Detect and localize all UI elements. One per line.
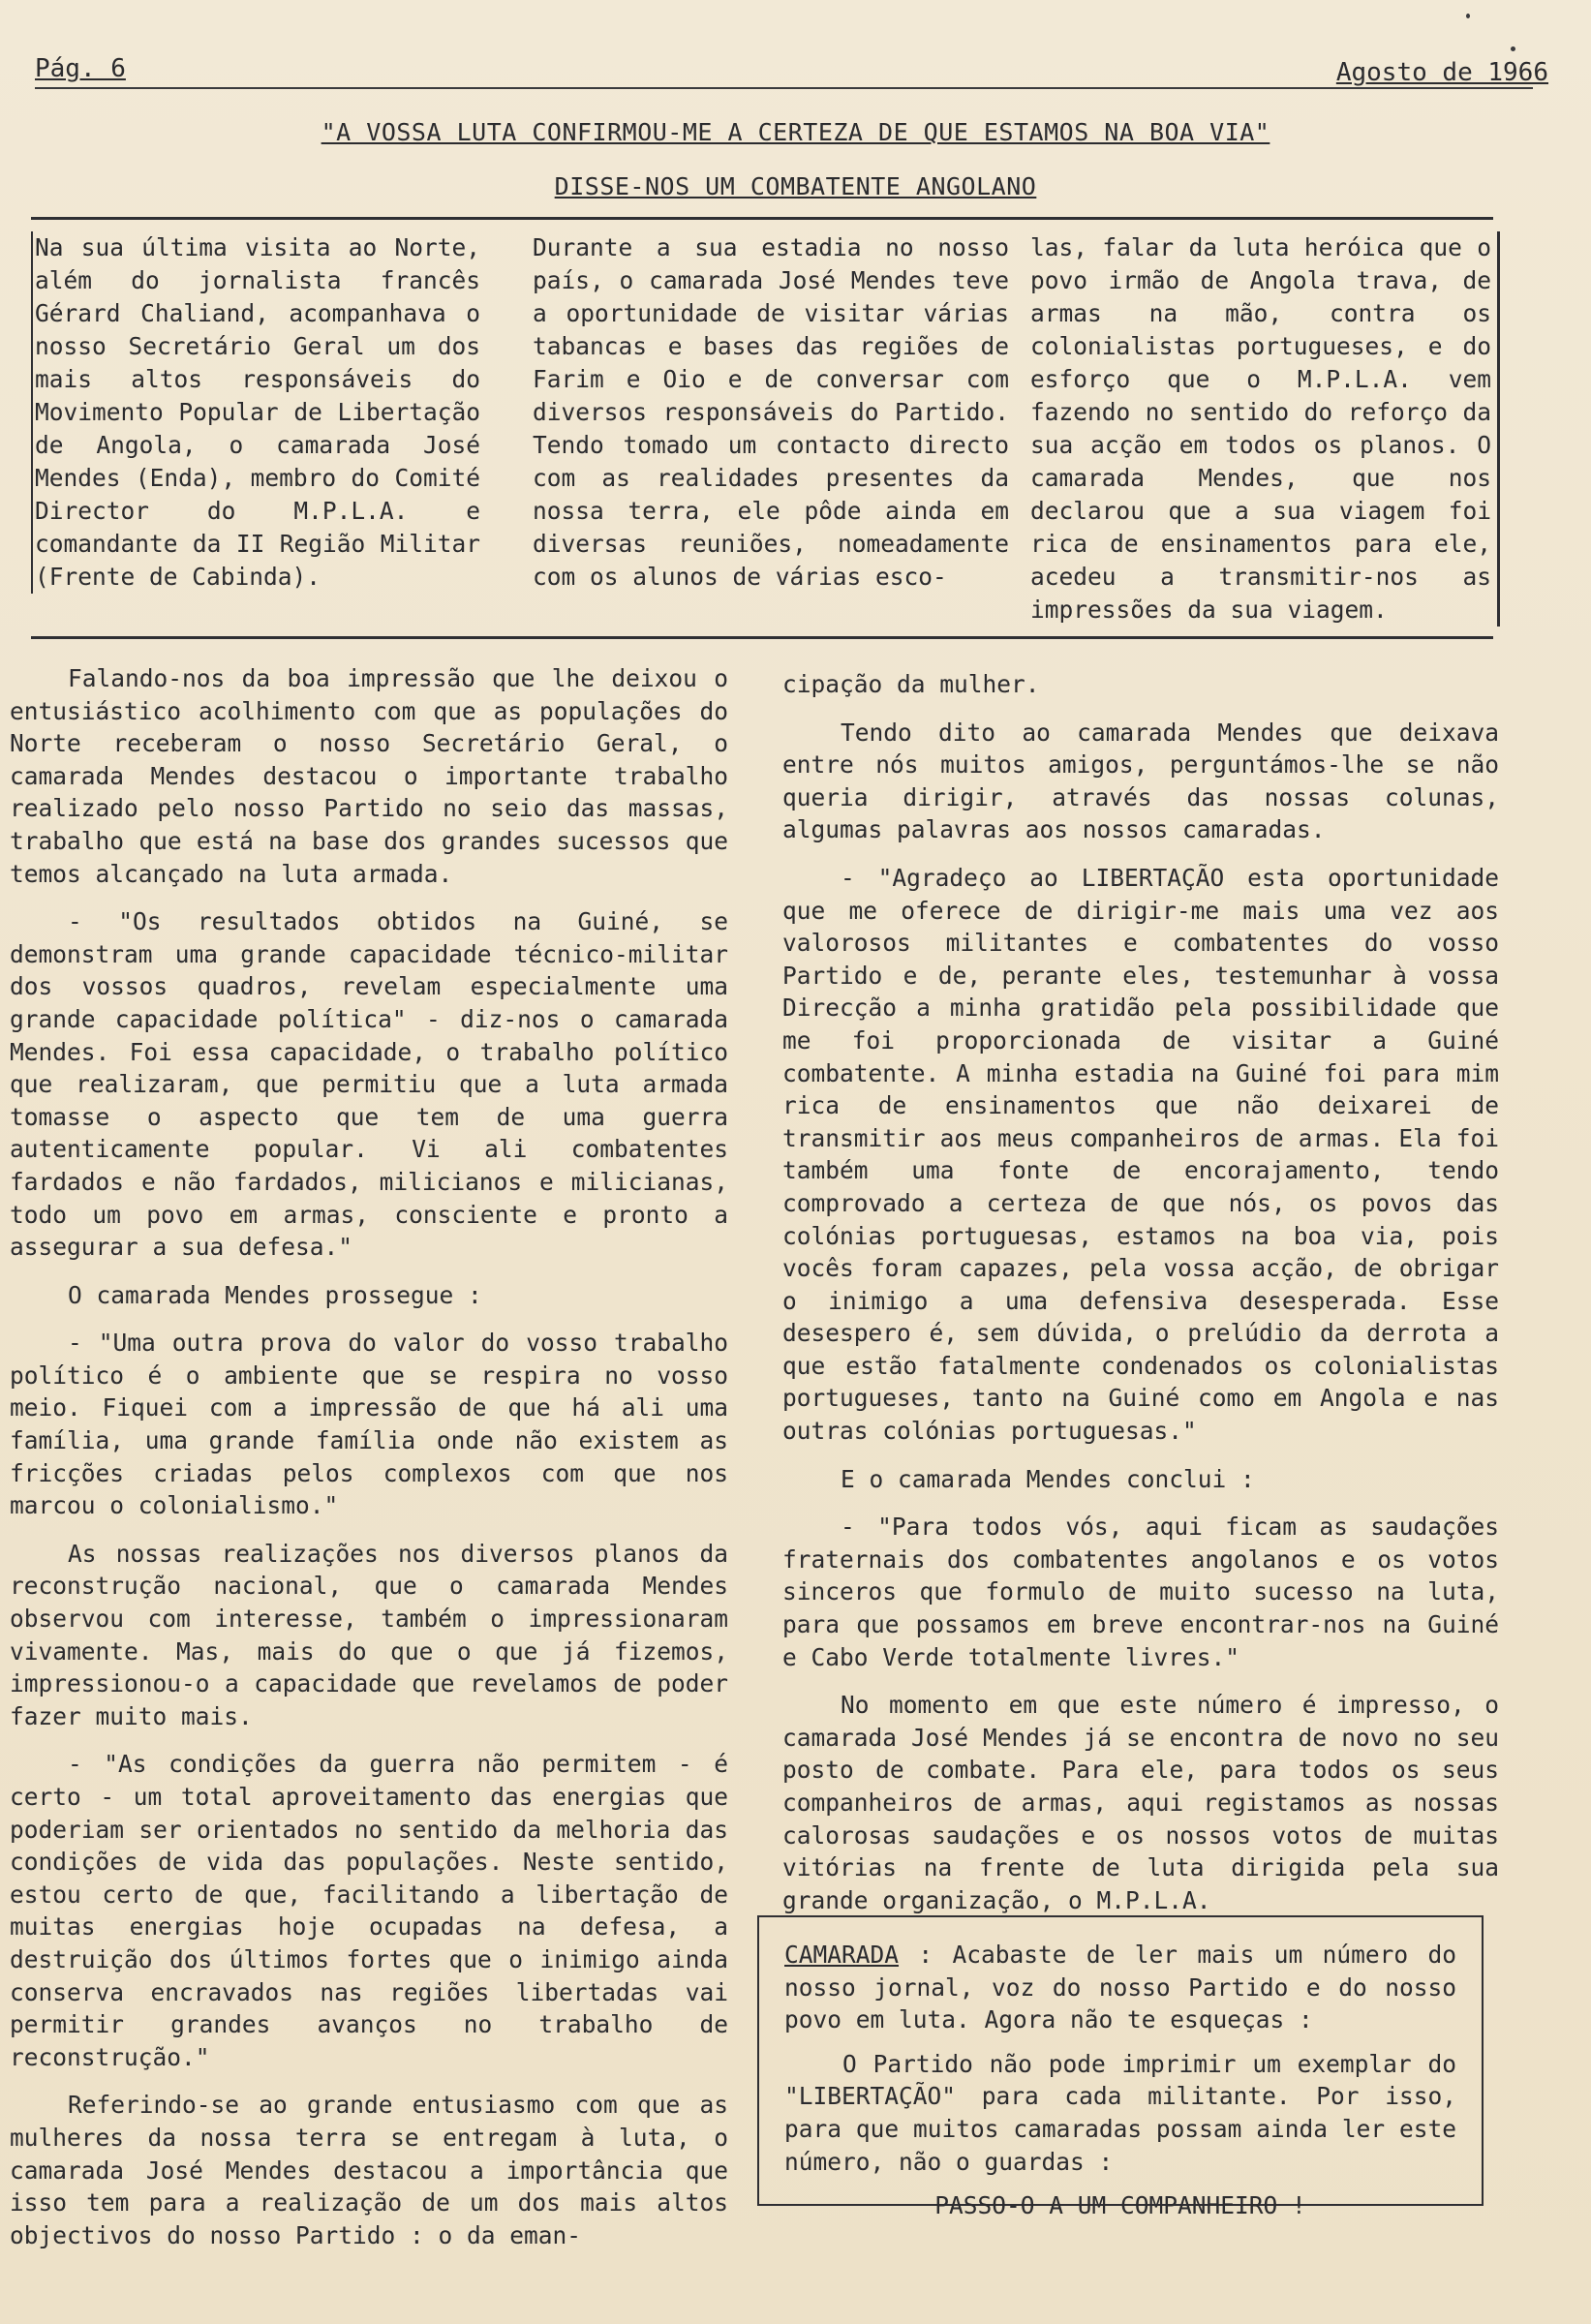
- callout-closing: PASSO-O A UM COMPANHEIRO !: [934, 2191, 1306, 2220]
- paragraph: - "Uma outra prova do valor do vosso trabalho político é o ambiente que se respira no vosso meio. Fiquei com a impressão de que há ali uma família, uma grande família onde não existem as fricções criadas pelos complexos com que nos marcou o colonialismo.": [10, 1329, 728, 1520]
- right-column: [782, 668, 1499, 1932]
- paragraph: cipação da mulher.: [782, 670, 1040, 698]
- issue-date: Agosto de 1966: [1335, 58, 1548, 87]
- paragraph: Falando-nos da boa impressão que lhe deixou o entusiástico acolhimento com que as populações do Norte receberam o nosso Secretário Geral, o camarada Mendes destacou o importante trabalho realizado pelo nosso Partido no seio das massas, trabalho que está na base dos grandes sucessos que temos alcançado na luta armada.: [10, 664, 728, 888]
- intro-column-2: Durante a sua estadia no nosso país, o camarada José Mendes teve a oportunidade de visitar várias tabancas e bases das regiões de Farim e Oio e de conversar com diversos responsáveis do Partido. Tendo tomado um contacto directo com as realidades presentes da nossa terra, ele pôde ainda em diversas reuniões, nomeadamente com os alunos de várias esco-: [533, 233, 1009, 591]
- paragraph: Tendo dito ao camarada Mendes que deixava entre nós muitos amigos, perguntámos-lhe se não queria dirigir, através das nossas colunas, algumas palavras aos nossos camaradas.: [782, 718, 1499, 844]
- callout-text: : Acabaste de ler mais um número do nosso jornal, voz do nosso Partido e do nosso povo em luta. Agora não te esqueças :: [784, 1941, 1456, 2034]
- paragraph: - "Os resultados obtidos na Guiné, se demonstram uma grande capacidade técnico-militar dos vossos quadros, revelam especialmente uma grande capacidade política" - diz-nos o camarada Mendes. Foi essa capacidade, o trabalho político que realizaram, que permitiu que a luta armada tomasse o aspecto que tem de uma guerra autenticamente popular. Vi ali combatentes fardados e não fardados, milicianos e milicianas, todo um povo em armas, consciente e pronto a assegurar a sua defesa.": [10, 907, 728, 1262]
- left-column: [10, 662, 728, 2267]
- paragraph: - "Agradeço ao LIBERTAÇÃO esta oportunidade que me oferece de dirigir-me mais uma vez aos valorosos militantes e combatentes do vosso Partido e de, perante eles, testemunhar à vossa Direcção a minha gratidão pela possibilidade que me foi proporcionada de visitar a Guiné combatente. A minha estadia na Guiné foi para mim rica de ensinamentos que não deixarei de transmitir aos meus companheiros de armas. Ela foi também uma fonte de encorajamento, tendo comprovado a certeza de que nós, os povos das colónias portuguesas, estamos na boa via, pois vocês foram capazes, pela vossa acção, de obrigar o inimigo a uma defensiva desesperada. Esse desespero é, sem dúvida, o prelúdio da derrota a que estão fatalmente condenados os colonialistas portugueses, tanto na Guiné como em Angola e nas outras colónias portuguesas.": [782, 863, 1499, 1446]
- callout-intro: [784, 1939, 1456, 2036]
- article-subheadline: DISSE-NOS UM COMBATENTE ANGOLANO: [554, 172, 1037, 200]
- intro-box: [31, 217, 1493, 639]
- paragraph: As nossas realizações nos diversos planos da reconstrução nacional, que o camarada Mendes observou com interesse, também o impressionaram vivamente. Mas, mais do que o que já fizemos, impressionou-o a capacidade que revelamos de poder fazer muito mais.: [10, 1539, 728, 1730]
- paragraph: - "Para todos vós, aqui ficam as saudações fraternais dos combatentes angolanos e os votos sinceros que formulo de muito sucesso na luta, para que possamos em breve encontrar-nos na Guiné e Cabo Verde totalmente livres.": [782, 1513, 1499, 1671]
- header-rule: [35, 87, 1533, 89]
- paragraph: Referindo-se ao grande entusiasmo com que as mulheres da nossa terra se entregam à luta, o camarada José Mendes destacou a importância que isso tem para a realização de um dos mais altos objectivos do nosso Partido : o da eman-: [10, 2091, 728, 2249]
- callout-lead: CAMARADA: [784, 1941, 900, 1969]
- intro-column-1: Na sua última visita ao Norte, além do jornalista francês Gérard Chaliand, acompanhava o nosso Secretário Geral um dos mais altos responsáveis do Movimento Popular de Libertação de Angola, o camarada José Mendes (Enda), membro do Comité Director do M.P.L.A. e comandante da II Região Militar (Frente de Cabinda).: [31, 231, 480, 594]
- article-headline: "A VOSSA LUTA CONFIRMOU-ME A CERTEZA DE QUE ESTAMOS NA BOA VIA": [321, 118, 1270, 146]
- callout-box: [757, 1915, 1484, 2220]
- paragraph: E o camarada Mendes conclui :: [841, 1464, 1255, 1493]
- ink-speck: [1466, 14, 1470, 18]
- paragraph: O camarada Mendes prossegue :: [68, 1280, 482, 1309]
- ink-speck: [1511, 46, 1515, 51]
- intro-column-3: las, falar da luta heróica que o povo irmão de Angola trava, de armas na mão, contra os colonialistas portugueses, e do esforço que o M.P.L.A. vem fazendo no sentido do reforço da sua acção em todos os planos. O camarada Mendes, que nos declarou que a sua viagem foi rica de ensinamentos para ele, acedeu a transmitir-nos as impressões da sua viagem.: [1030, 231, 1500, 627]
- paragraph: - "As condições da guerra não permitem - é certo - um total aproveitamento das energias que poderiam ser orientados no sentido da melhoria das condições de vida das populações. Neste sentido, estou certo de que, facilitando a libertação de muitas energias hoje ocupadas na defesa, a destruição dos últimos fortes que o inimigo ainda conserva encravados nas regiões libertadas vai permitir grandes avanços no trabalho de reconstrução.": [10, 1750, 728, 2071]
- paragraph: No momento em que este número é impresso, o camarada José Mendes já se encontra de novo no seu posto de combate. Para ele, para todos os seus companheiros de armas, aqui registamos as nossas calorosas saudações e os nossos votos de muitas vitórias na frente de luta dirigida pela sua grande organização, o M.P.L.A.: [782, 1691, 1499, 1914]
- callout-body: O Partido não pode imprimir um exemplar do "LIBERTAÇÃO" para cada militante. Por isso, para que muitos camaradas possam ainda ler este número, não o guardas :: [784, 2049, 1456, 2176]
- page-number: Pág. 6: [35, 54, 126, 83]
